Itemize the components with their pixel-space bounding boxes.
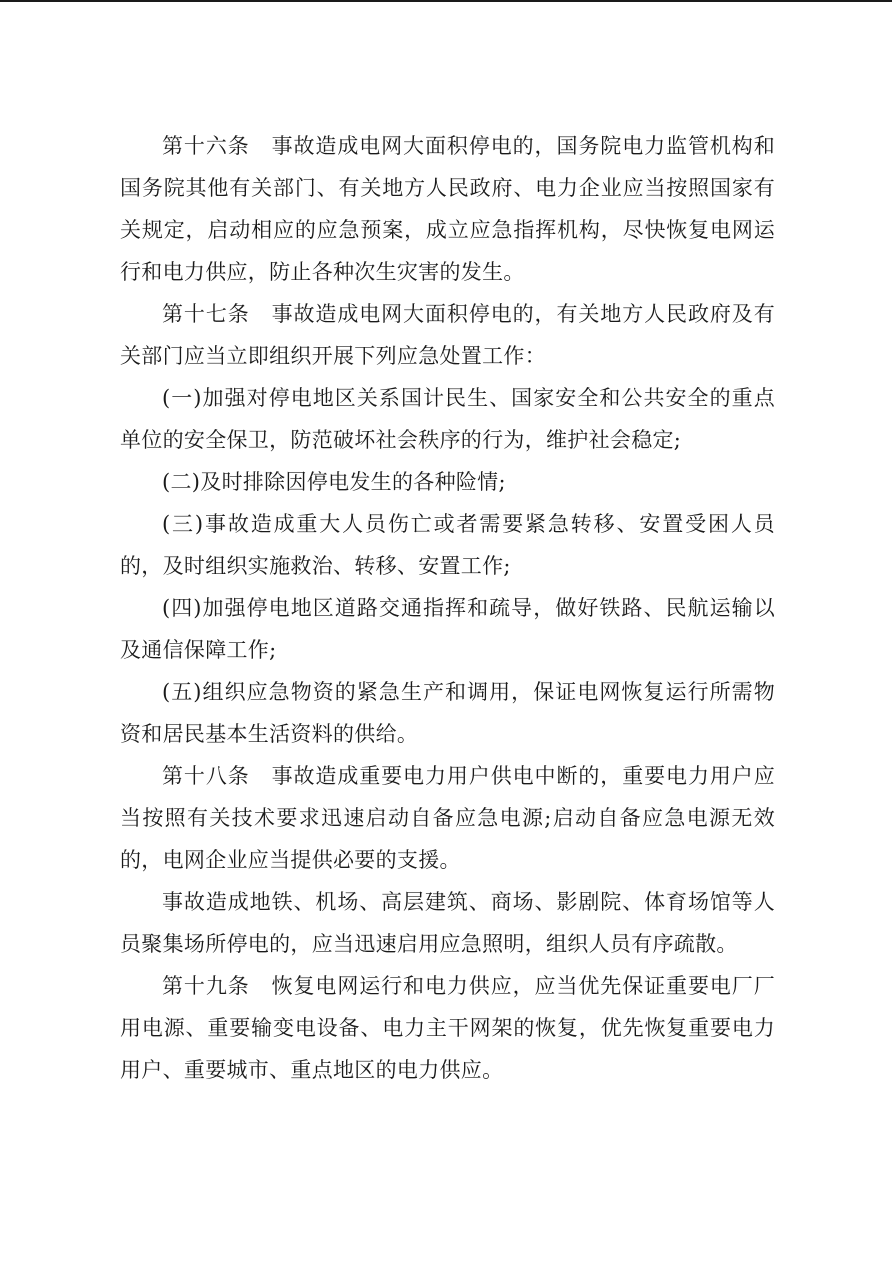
document-body bbox=[120, 125, 775, 1091]
paragraph-item-3: (三)事故造成重大人员伤亡或者需要紧急转移、安置受困人员的，及时组织实施救治、转移、安置工作; bbox=[120, 512, 775, 578]
paragraph-article-17: 第十七条 事故造成电网大面积停电的，有关地方人民政府及有关部门应当立即组织开展下列应急处置工作： bbox=[120, 302, 775, 368]
paragraph-article-18-cont: 事故造成地铁、机场、高层建筑、商场、影剧院、体育场馆等人员聚集场所停电的，应当迅速启用应急照明，组织人员有序疏散。 bbox=[120, 890, 775, 956]
paragraph-article-19: 第十九条 恢复电网运行和电力供应，应当优先保证重要电厂厂用电源、重要输变电设备、电力主干网架的恢复，优先恢复重要电力用户、重要城市、重点地区的电力供应。 bbox=[120, 974, 775, 1082]
paragraph-article-18: 第十八条 事故造成重要电力用户供电中断的，重要电力用户应当按照有关技术要求迅速启动自备应急电源;启动自备应急电源无效的，电网企业应当提供必要的支援。 bbox=[120, 764, 775, 872]
paragraph-item-5: (五)组织应急物资的紧急生产和调用，保证电网恢复运行所需物资和居民基本生活资料的供给。 bbox=[120, 680, 775, 746]
paragraph-item-2: (二)及时排除因停电发生的各种险情; bbox=[162, 470, 506, 494]
paragraph-article-16: 第十六条 事故造成电网大面积停电的，国务院电力监管机构和国务院其他有关部门、有关地方人民政府、电力企业应当按照国家有关规定，启动相应的应急预案，成立应急指挥机构，尽快恢复电网运行和电力供应，防止各种次生灾害的发生。 bbox=[120, 134, 775, 284]
paragraph-item-1: (一)加强对停电地区关系国计民生、国家安全和公共安全的重点单位的安全保卫，防范破坏社会秩序的行为，维护社会稳定; bbox=[120, 386, 775, 452]
paragraph-item-4: (四)加强停电地区道路交通指挥和疏导，做好铁路、民航运输以及通信保障工作; bbox=[120, 596, 775, 662]
